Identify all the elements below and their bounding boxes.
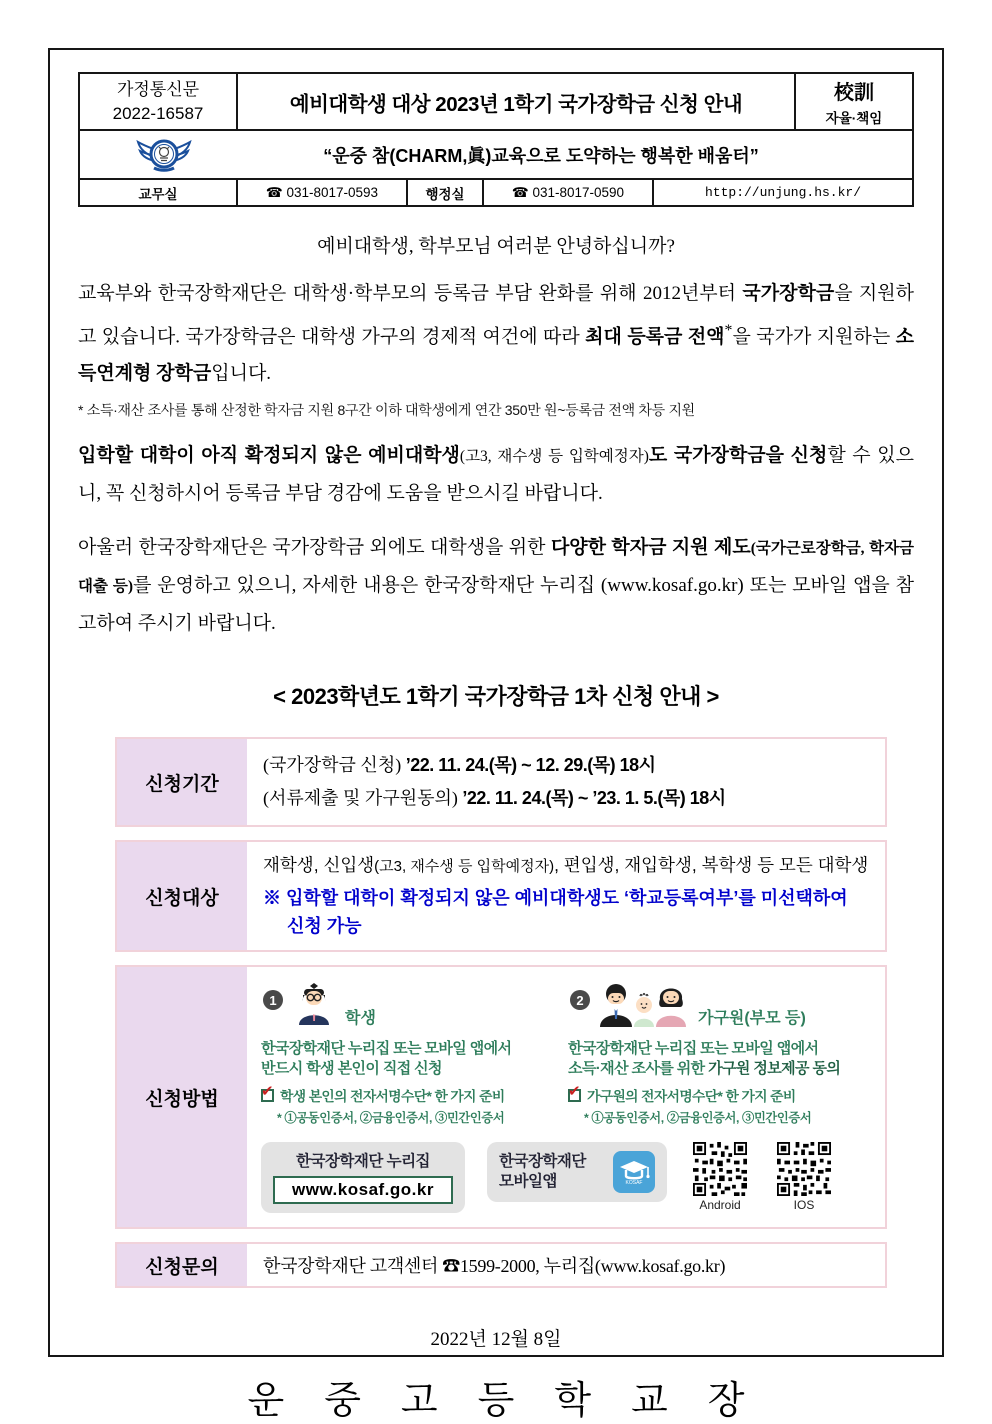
family-check-row xyxy=(568,1081,865,1105)
step1-badge: 1 xyxy=(263,990,283,1010)
family-lines xyxy=(568,1039,865,1079)
p1-seg5: 을 국가가 지원하는 xyxy=(732,326,896,348)
notice-info-table xyxy=(115,737,887,1288)
header-row-title xyxy=(80,74,912,129)
check-icon xyxy=(261,1081,274,1102)
school-motto-cell xyxy=(794,74,912,129)
p2-bold-head: 입학할 대학이 아직 확정되지 않은 예비대학생 xyxy=(78,445,460,467)
qr-android-label: Android xyxy=(699,1198,741,1213)
student-lines xyxy=(261,1039,558,1079)
doc-number: 2022-16587 xyxy=(112,103,204,123)
method-columns xyxy=(261,981,875,1126)
p1-bold-fulltuition: 최대 등록금 전액 xyxy=(585,326,725,348)
period-line1-prefix: (국가장학금 신청) xyxy=(263,755,406,776)
student-cert-note: * ①공동인증서, ②금융인증서, ③민간인증서 xyxy=(277,1111,505,1126)
page-title: 예비대학생 대상 2023년 1학기 국가장학금 신청 안내 xyxy=(289,92,743,116)
p2-paren: (고3, 재수생 등 입학예정자) xyxy=(459,448,649,466)
contact-label: 신청문의 xyxy=(117,1244,247,1286)
check-tick-glyph: ✔ xyxy=(261,1081,274,1100)
period-line2-prefix: (서류제출 및 가구원동의) xyxy=(263,788,463,809)
kosaf-app-title-line2: 모바일앱 xyxy=(499,1173,557,1191)
footnote-marker: * xyxy=(724,322,733,339)
doc-number-cell xyxy=(80,74,238,129)
period-label: 신청기간 xyxy=(117,739,247,825)
notice-section-title: < 2023학년도 1학기 국가장학금 1차 신청 안내 > xyxy=(273,684,719,710)
kosaf-app-box xyxy=(487,1142,667,1202)
p2-bold-apply: 도 국가장학금을 신청 xyxy=(648,445,828,467)
family-cert-note: * ①공동인증서, ②금융인증서, ③민간인증서 xyxy=(584,1111,812,1126)
qr-android-block xyxy=(689,1142,751,1212)
student-who-label: 학생 xyxy=(345,1010,376,1028)
office2-label: 행정실 xyxy=(408,180,484,205)
student-check-row xyxy=(261,1081,558,1105)
step2-badge: 2 xyxy=(570,990,590,1010)
family-head xyxy=(568,981,865,1032)
check-tick-glyph: ✔ xyxy=(568,1081,581,1100)
p1-bold-incomelinked: 소득연계형 장학금 xyxy=(78,326,914,385)
office1-phone: ☎ 031-8017-0593 xyxy=(238,180,408,205)
target-label: 신청대상 xyxy=(117,842,247,950)
p3-seg4: 를 운영하고 있으니, 자세한 내용은 한국장학재단 누리집 (www.kosaf.go.kr) 또는 모바일 앱을 참고하여 주시기 바랍니다. xyxy=(78,575,914,635)
student-icon xyxy=(291,981,337,1032)
document-page xyxy=(48,48,944,1423)
principal-signature: 운중고등학교장 xyxy=(247,1380,785,1423)
office2-phone: ☎ 031-8017-0590 xyxy=(484,180,654,205)
office1-label: 교무실 xyxy=(80,180,238,205)
target-content xyxy=(247,842,885,950)
method-content xyxy=(247,967,885,1227)
qr-code-android-icon xyxy=(693,1142,747,1196)
family-line2-bold: 가구원 정보제공 동의 xyxy=(708,1060,841,1078)
period-content xyxy=(247,739,885,825)
header-row-contacts xyxy=(80,178,912,205)
period-line-1 xyxy=(263,749,869,782)
target-line-1 xyxy=(263,852,869,880)
p1-seg1: 교육부와 한국장학재단은 대학생·학부모의 등록금 부담 완화를 위해 2012년부터 xyxy=(78,283,743,304)
motto-text: 자율·책임 xyxy=(825,111,883,126)
kosaf-app-title-line1: 한국장학재단 xyxy=(499,1153,586,1171)
method-bottom-row xyxy=(261,1142,875,1213)
family-line-2 xyxy=(568,1059,865,1079)
p3-bold-programs: 다양한 학자금 지원 제도 xyxy=(550,537,751,559)
row-application-contact xyxy=(115,1242,887,1288)
family-who-label: 가구원(부모 등) xyxy=(698,1010,806,1028)
p2-seg4: 할 수 있으니, 꼭 신청하시어 등록금 부담 경감에 도움을 받으시길 바랍니다. xyxy=(78,445,914,505)
school-slogan: “운중 참(CHARM,眞)교육으로 도약하는 행복한 배움터” xyxy=(323,145,759,166)
method-label: 신청방법 xyxy=(117,967,247,1227)
paragraph-other-programs xyxy=(78,529,914,642)
kosaf-url: www.kosaf.go.kr xyxy=(273,1176,453,1204)
family-check-text: 가구원의 전자서명수단* 한 가지 준비 xyxy=(587,1089,796,1105)
svg-text:KOSAF: KOSAF xyxy=(625,1180,643,1187)
kosaf-app-icon xyxy=(613,1151,655,1193)
target-paren: (고3, 재수생 등 입학예정자) xyxy=(374,858,555,876)
family-icon xyxy=(598,981,690,1032)
check-icon xyxy=(568,1081,581,1102)
student-line-1: 한국장학재단 누리집 또는 모바일 앱에서 xyxy=(261,1040,512,1058)
header-table xyxy=(78,72,914,207)
qr-code-ios-icon xyxy=(777,1142,831,1196)
family-line-1: 한국장학재단 누리집 또는 모바일 앱에서 xyxy=(568,1040,819,1058)
qr-ios-label: IOS xyxy=(793,1198,815,1213)
period-line-2 xyxy=(263,782,869,815)
p3-paren: (국가근로장학금, 학자금대출 등) xyxy=(78,540,915,596)
student-head xyxy=(261,981,558,1032)
paragraph-eligibility xyxy=(78,437,914,512)
school-logo-icon xyxy=(136,135,192,180)
row-application-target xyxy=(115,840,887,952)
kosaf-website-title: 한국장학재단 누리집 xyxy=(295,1153,431,1171)
period-line2-dates: ’22. 11. 24.(목) ~ ’23. 1. 5.(목) 18시 xyxy=(462,788,726,809)
p3-seg1: 아울러 한국장학재단은 국가장학금 외에도 대학생을 위한 xyxy=(78,537,551,559)
row-application-period xyxy=(115,737,887,827)
header-row-slogan xyxy=(80,129,912,178)
greeting-line: 예비대학생, 학부모님 여러분 안녕하십니까? xyxy=(317,236,675,257)
p1-bold-scholarship: 국가장학금 xyxy=(742,283,835,304)
target-seg1: 재학생, 신입생 xyxy=(263,855,375,876)
period-line1-dates: ’22. 11. 24.(목) ~ 12. 29.(목) 18시 xyxy=(405,755,656,776)
paragraph-intro xyxy=(78,275,914,392)
target-blue-note: ※ 입학할 대학이 확정되지 않은 예비대학생도 ‘학교등록여부’를 미선택하여 신청 가능 xyxy=(263,888,848,937)
motto-label: 校訓 xyxy=(834,82,874,104)
kosaf-app-title xyxy=(499,1152,613,1192)
p1-seg3: 을 지원하고 있습니다. 국가장학금은 대학생 가구의 경제적 여건에 따라 xyxy=(78,283,914,348)
method-student-column xyxy=(261,981,568,1126)
footnote-line: * 소득·재산 조사를 통해 산정한 학자금 지원 8구간 이하 대학생에게 연간 350만 원~등록금 전액 차등 지원 xyxy=(78,402,695,419)
contact-text: 한국장학재단 고객센터 ☎1599-2000, 누리집(www.kosaf.go.kr) xyxy=(263,1256,726,1277)
school-website-url: http://unjung.hs.kr/ xyxy=(704,185,862,200)
student-line-2: 반드시 학생 본인이 직접 신청 xyxy=(261,1060,442,1078)
kosaf-website-box xyxy=(261,1142,465,1213)
doc-type: 가정통신문 xyxy=(116,79,200,99)
family-line2-plain: 소득·재산 조사를 위한 xyxy=(568,1060,709,1078)
target-seg2: , 편입생, 재입학생, 복학생 등 모든 대학생 xyxy=(554,855,869,876)
p1-seg7: 입니다. xyxy=(211,363,272,385)
row-application-method xyxy=(115,965,887,1229)
issue-date: 2022년 12월 8일 xyxy=(430,1329,562,1351)
method-family-column xyxy=(568,981,875,1126)
qr-ios-block xyxy=(773,1142,835,1212)
student-check-text: 학생 본인의 전자서명수단* 한 가지 준비 xyxy=(280,1089,505,1105)
